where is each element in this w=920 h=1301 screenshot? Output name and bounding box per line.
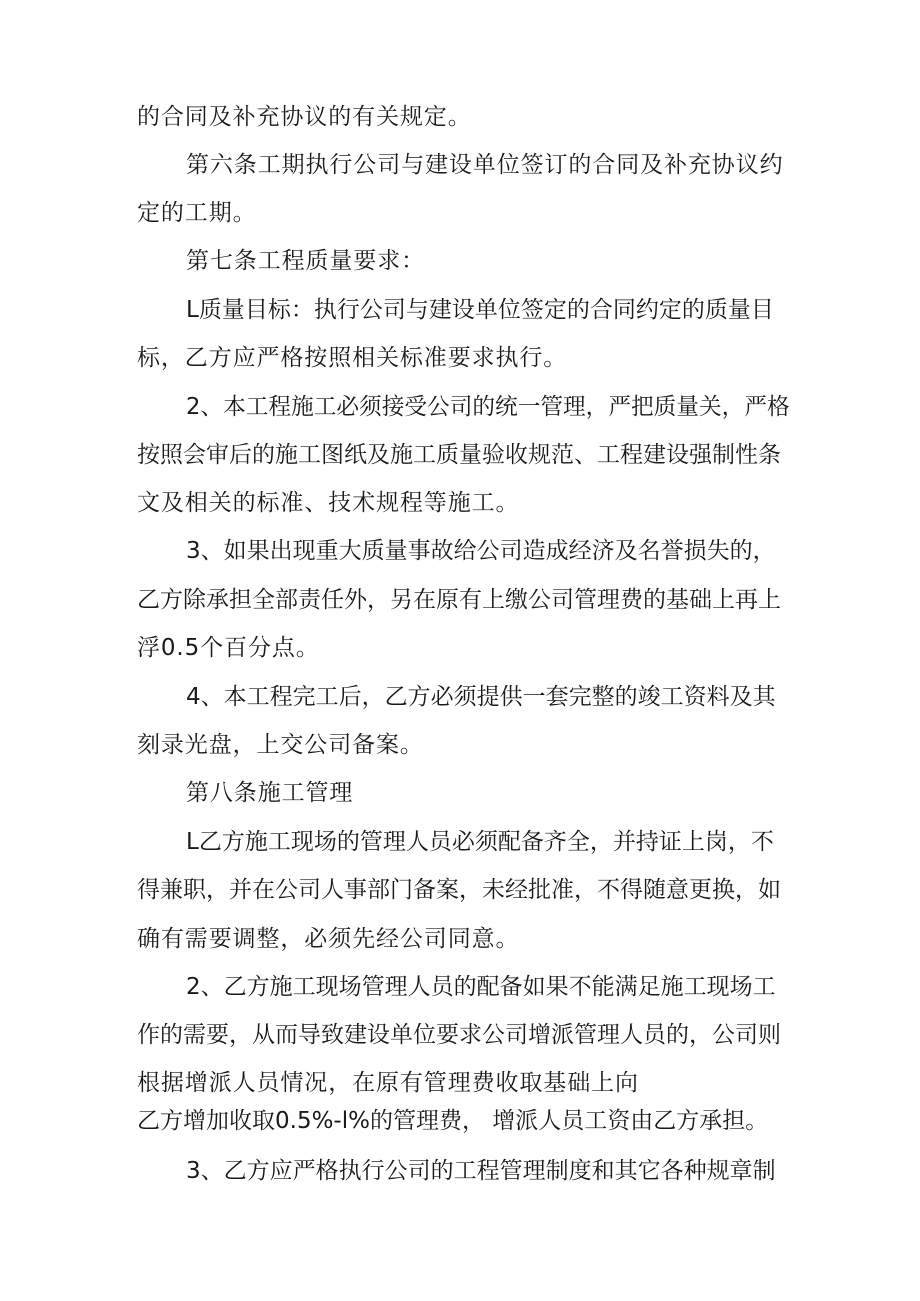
text-line: 浮0.5个百分点。 — [137, 635, 320, 661]
text-line: 定的工期。 — [137, 200, 257, 226]
article-8-heading: 第八条施工管理 — [186, 780, 354, 806]
text-line: 按照会审后的施工图纸及施工质量验收规范、工程建设强制性条 — [137, 442, 781, 468]
article-6-heading: 第六条工期执行公司与建设单位签订的合同及补充协议约 — [186, 152, 784, 178]
text-line: 4、本工程完工后，乙方必须提供一套完整的竣工资料及其 — [186, 684, 776, 710]
text-line: 得兼职，并在公司人事部门备案，未经批准，不得随意更换，如 — [137, 877, 781, 903]
text-line: 乙方除承担全部责任外，另在原有上缴公司管理费的基础上再上 — [137, 587, 781, 613]
text-line: 刻录光盘，上交公司备案。 — [137, 732, 424, 758]
text-line: 2、乙方施工现场管理人员的配备如果不能满足施工现场工 — [186, 974, 776, 1000]
text-line: 3、如果出现重大质量事故给公司造成经济及名誉损失的， — [186, 538, 776, 564]
text-line: 根据增派人员情况，在原有管理费收取基础上向 — [137, 1070, 639, 1096]
text-line: L乙方施工现场的管理人员必须配备齐全，并持证上岗，不 — [186, 829, 774, 855]
article-7-heading: 第七条工程质量要求： — [186, 248, 425, 274]
text-line: 乙方增加收取0.5%-l%的管理费， 增派人员工资由乙方承担。 — [137, 1108, 769, 1134]
text-line: 标，乙方应严格按照相关标准要求执行。 — [137, 345, 568, 371]
text-line: 2、本工程施工必须接受公司的统一管理，严把质量关，严格 — [186, 394, 790, 420]
text-line: 作的需要，从而导致建设单位要求公司增派管理人员的，公司则 — [137, 1022, 781, 1048]
text-line: 3、乙方应严格执行公司的工程管理制度和其它各种规章制 — [186, 1158, 776, 1184]
text-line: 确有需要调整，必须先经公司同意。 — [137, 926, 520, 952]
text-line: 的合同及补充协议的有关规定。 — [137, 104, 472, 130]
text-line: 文及相关的标准、技术规程等施工。 — [137, 490, 520, 516]
text-line: L质量目标：执行公司与建设单位签定的合同约定的质量目 — [186, 297, 774, 323]
